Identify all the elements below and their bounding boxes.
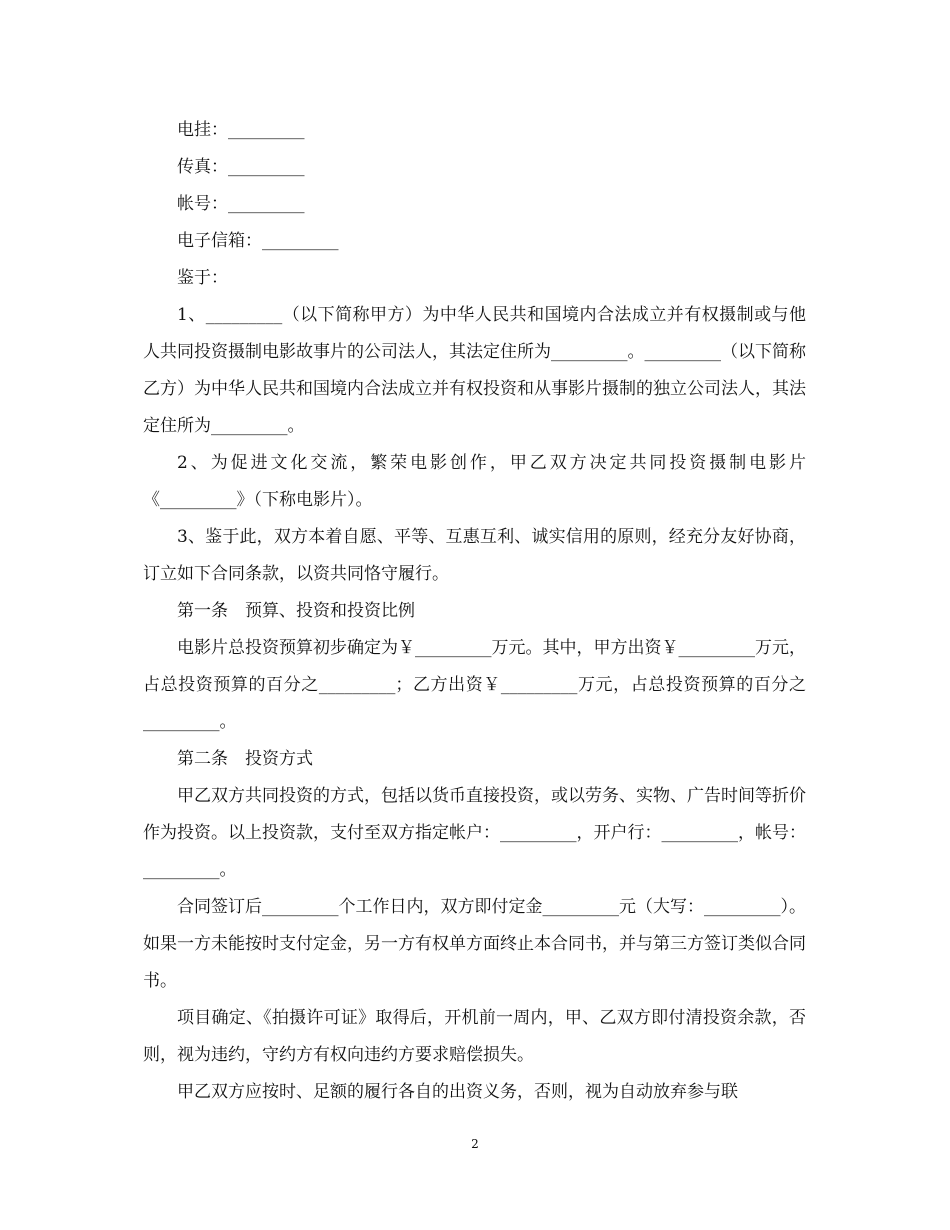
page-number: 2 — [471, 1137, 479, 1151]
document-body — [143, 112, 806, 1111]
whereas-clause-2: 2、为促进文化交流，繁荣电影创作，甲乙双方决定共同投资摄制电影片《_________》（下称电影片）。 — [143, 453, 806, 510]
article-2-heading: 第二条 投资方式 — [177, 749, 313, 769]
whereas-clause-1: 1、_________（以下简称甲方）为中华人民共和国境内合法成立并有权摄制或与他人共同投资摄制电影故事片的公司法人，其法定住所为_________。_________（以下简称乙方）为中华人民共和国境内合法成立并有权投资和从事影片摄制的独立公司法人，其法定住所为_________。 — [143, 305, 806, 436]
contact-telegraph: 电挂：_________ — [177, 120, 305, 140]
whereas-clause-3: 3、鉴于此，双方本着自愿、平等、互惠互利、诚实信用的原则，经充分友好协商，订立如下合同条款，以资共同恪守履行。 — [143, 527, 806, 584]
contact-account: 帐号：_________ — [177, 194, 305, 214]
whereas-heading: 鉴于： — [177, 268, 228, 288]
article-1-heading: 第一条 预算、投资和投资比例 — [177, 601, 415, 621]
article-2-paragraph-1: 甲乙双方共同投资的方式，包括以货币直接投资，或以劳务、实物、广告时间等折价作为投资。以上投资款，支付至双方指定帐户：_________，开户行：_________，帐号：_________。 — [143, 786, 806, 880]
contact-email: 电子信箱：_________ — [177, 231, 339, 251]
contact-fax: 传真：_________ — [177, 157, 305, 177]
article-2-paragraph-3: 项目确定、《拍摄许可证》取得后，开机前一周内，甲、乙双方即付清投资余款，否则，视为违约，守约方有权向违约方要求赔偿损失。 — [143, 1008, 806, 1065]
article-1-paragraph: 电影片总投资预算初步确定为￥_________万元。其中，甲方出资￥_________万元，占总投资预算的百分之_________；乙方出资￥_________万元，占总投资预算的百分之_________。 — [143, 638, 806, 732]
article-2-paragraph-4: 甲乙双方应按时、足额的履行各自的出资义务，否则，视为自动放弃参与联 — [177, 1082, 738, 1102]
article-2-paragraph-2: 合同签订后_________个工作日内，双方即付定金_________元（大写：_________）。如果一方未能按时支付定金，另一方有权单方面终止本合同书，并与第三方签订类似合同书。 — [143, 897, 806, 991]
